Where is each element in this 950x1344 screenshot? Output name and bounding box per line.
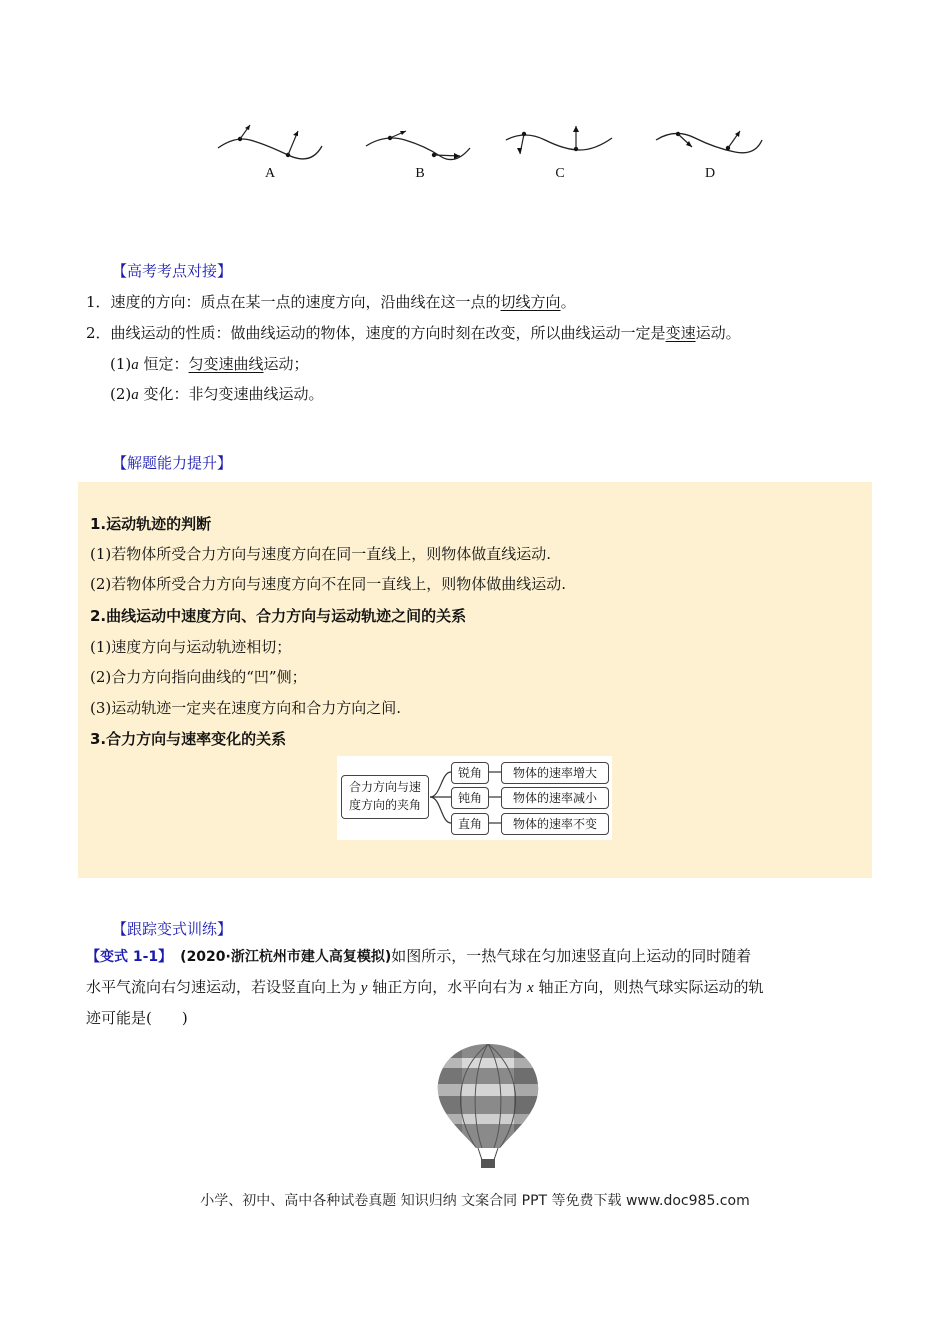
diagram-angle-acute: 锐角 (451, 762, 489, 784)
option-a-label: A (264, 166, 276, 181)
question-var-y: y (360, 980, 368, 996)
angle-speed-diagram (337, 756, 612, 840)
diagram-result-increase: 物体的速率增大 (501, 762, 609, 784)
question-source: (2020·浙江杭州市建人高复模拟) (180, 949, 392, 965)
curve-b-icon (360, 118, 480, 168)
gaokao-sub-1 (110, 354, 309, 375)
option-b-figure (360, 118, 480, 188)
diagram-root-node (341, 775, 429, 819)
training-question-line-2 (86, 977, 763, 998)
ability-heading-2: 2.曲线运动中速度方向、合力方向与运动轨迹之间的关系 (90, 607, 467, 625)
ability-line-1: (1)若物体所受合力方向与速度方向在同一直线上，则物体做直线运动. (90, 545, 552, 563)
diagram-result-decrease: 物体的速率减小 (501, 787, 609, 809)
curve-c-icon (500, 118, 620, 168)
diagram-root-line-1: 合力方向与速 (348, 780, 421, 794)
ability-heading-3: 3.合力方向与速率变化的关系 (90, 730, 287, 748)
variant-tag: 【变式 1-1】 (86, 949, 173, 965)
option-c-figure (500, 118, 620, 188)
gaokao-sub-2-var: a (131, 387, 139, 403)
diagram-angle-obtuse: 钝角 (451, 787, 489, 809)
training-question-line-3: 迹可能是( ) (86, 1009, 188, 1027)
question-text-2a: 水平气流向右匀速运动，若设竖直向上为 (86, 978, 361, 996)
hot-air-balloon-image (432, 1040, 544, 1170)
gaokao-sub-2-text: 变化：非匀变速曲线运动。 (138, 385, 324, 403)
ability-line-4: (2)合力方向指向曲线的“凹”侧； (90, 668, 307, 686)
option-b-label: B (415, 166, 425, 181)
ability-heading-1: 1.运动轨迹的判断 (90, 515, 212, 533)
ability-line-3: (1)速度方向与运动轨迹相切； (90, 638, 292, 656)
gaokao-item-1 (86, 292, 576, 312)
gaokao-sub-1-text: 恒定： (138, 355, 189, 373)
training-section-title: 【跟踪变式训练】 (112, 920, 233, 938)
gaokao-item-2-answer: 变速 (665, 324, 696, 342)
gaokao-sub-1-num: (1) (110, 355, 132, 373)
question-text-2b: 轴正方向，水平向右为 (367, 978, 527, 996)
gaokao-item-2-text: 2．曲线运动的性质：做曲线运动的物体，速度的方向时刻在改变，所以曲线运动一定是 (86, 324, 666, 342)
option-c-label: C (555, 166, 565, 181)
ability-line-2: (2)若物体所受合力方向与速度方向不在同一直线上，则物体做曲线运动. (90, 575, 567, 593)
gaokao-sub-1-var: a (131, 357, 139, 373)
curve-a-icon (210, 118, 330, 168)
question-text-2c: 轴正方向，则热气球实际运动的轨 (533, 978, 764, 996)
gaokao-item-1-end: 。 (560, 293, 576, 311)
ability-line-5: (3)运动轨迹一定夹在速度方向和合力方向之间. (90, 699, 402, 717)
training-question-line-1 (86, 946, 751, 967)
option-a-figure (210, 118, 330, 188)
question-text-1: 如图所示，一热气球在匀加速竖直向上运动的同时随着 (391, 947, 752, 965)
curve-d-icon (650, 118, 770, 168)
page-footer: 小学、初中、高中各种试卷真题 知识归纳 文案合同 PPT 等免费下载 www.doc985.com (200, 1193, 750, 1209)
option-d-label: D (704, 166, 716, 181)
gaokao-section-title: 【高考考点对接】 (112, 262, 233, 280)
gaokao-sub-1-end: 运动； (263, 355, 309, 373)
option-d-figure (650, 118, 770, 188)
gaokao-item-2-end: 运动。 (695, 324, 741, 342)
options-figure (210, 118, 770, 190)
diagram-result-constant: 物体的速率不变 (501, 813, 609, 835)
gaokao-sub-2 (110, 384, 324, 405)
gaokao-item-1-text: 1．速度的方向：质点在某一点的速度方向，沿曲线在这一点的 (86, 293, 501, 311)
ability-section-title: 【解题能力提升】 (112, 454, 233, 472)
gaokao-sub-2-num: (2) (110, 385, 132, 403)
gaokao-item-2 (86, 323, 741, 343)
diagram-root-line-2: 度方向的夹角 (348, 798, 421, 812)
gaokao-item-1-answer: 切线方向 (500, 293, 561, 311)
gaokao-sub-1-answer: 匀变速曲线 (188, 355, 264, 373)
question-var-x: x (527, 980, 534, 996)
diagram-angle-right: 直角 (451, 813, 489, 835)
hot-air-balloon-icon (432, 1040, 544, 1170)
